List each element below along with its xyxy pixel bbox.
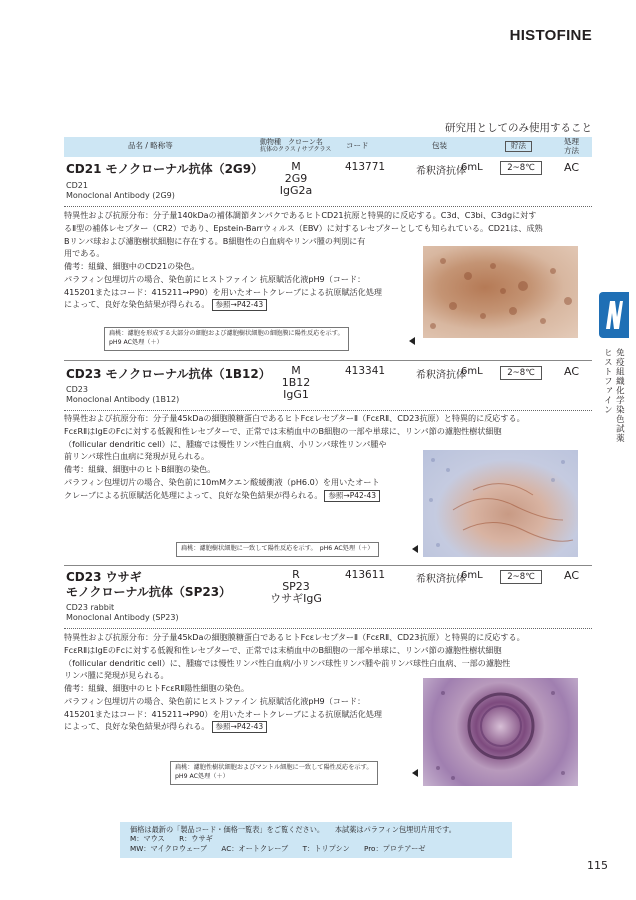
footer-line: 価格は最新の「製品コード・価格一覧表」をご覧ください。 本試薬はパラフィン包埋切片用です。	[130, 825, 456, 834]
product-cd21	[64, 160, 592, 210]
product-code: 413341	[345, 365, 386, 377]
caption-cd23-1b12	[176, 542, 379, 557]
product-sub1: CD23 rabbit	[66, 603, 115, 612]
caption-line: pH9 AC処理（＋）	[175, 772, 229, 780]
micrograph-texture	[423, 246, 578, 338]
package-type: 希釈済抗体	[416, 370, 466, 381]
product-code: 413771	[345, 161, 386, 173]
desc-line: 特異性および抗原分布：分子量45kDaの細胞膜糖蛋白であるヒトFcεレセプターⅡ（FcεRⅡ、CD23抗原）と特異的に反応する。	[64, 632, 525, 642]
antibody-class: IgG2a	[279, 184, 313, 197]
page-number: 115	[587, 859, 608, 872]
desc-line: リンパ腫に発現が見られる。	[64, 670, 169, 681]
storage-temp: 2~8℃	[500, 366, 542, 380]
package-volume: 6mL	[461, 162, 483, 173]
package-type: 希釈済抗体	[416, 166, 466, 177]
package-volume: 6mL	[461, 570, 483, 581]
desc-line: FcεRⅡはIgEのFcに対する低親和性レセプターで、正常では末梢血中のB細胞の一部や単球に、リンパ節の濾胞性樹状細胞	[64, 425, 502, 436]
desc-line: （follicular dendritic cell）に、腫瘍では慢性リンパ性白血病、小リンパ球性リンパ腫や	[64, 438, 387, 449]
caption-line: pH9 AC処理（＋）	[109, 338, 163, 346]
divider	[64, 206, 592, 207]
reference-link[interactable]: 参照→P42-43	[212, 721, 268, 733]
host-species: M	[291, 160, 301, 173]
header-method-line2: 方法	[564, 146, 579, 155]
desc-line: パラフィン包埋切片の場合、染色前にヒストファイン 抗原賦活化液pH9（コード：	[64, 695, 366, 706]
header-method-line1: 処理	[564, 137, 579, 146]
desc-line: パラフィン包埋切片の場合、染色前に10mMクエン酸緩衝液（pH6.0）を用いたオート	[64, 476, 380, 487]
package-volume: 6mL	[461, 366, 483, 377]
desc-line: 備考：組織、細胞中のヒトB細胞の染色。	[64, 464, 216, 475]
micrograph-cd23-1b12	[423, 450, 578, 557]
product-cd23-sp23	[64, 569, 592, 631]
product-title: CD23 ウサギ	[66, 570, 142, 584]
header-host-line1: 動物種 クローン名	[260, 138, 323, 146]
micrograph-cd21	[423, 246, 578, 338]
brand-title: HISTOFINE	[509, 27, 592, 44]
caption-line: 扁桃：濾胞樹状細胞に一致して陽性反応を示す。 pH6 AC処理（＋）	[181, 545, 374, 552]
header-package: 包装	[432, 141, 447, 150]
section-divider	[64, 360, 592, 361]
table-header	[64, 137, 592, 157]
section-divider	[64, 565, 592, 566]
desc-line: パラフィン包埋切片の場合、染色前にヒストファイン 抗原賦活化液pH9（コード：	[64, 273, 366, 284]
desc-line: クレーブによる抗原賦活化処理によって、良好な染色結果が得られる。	[64, 489, 323, 500]
desc-line: （follicular dendritic cell）に、腫瘍では慢性リンパ性白血病/小リンパ球性リンパ腫や前リンパ球性白血病、一部の濾胞性	[64, 657, 511, 668]
reference-link[interactable]: 参照→P42-43	[212, 299, 268, 311]
product-title: CD23 モノクローナル抗体（1B12）	[66, 367, 271, 381]
clone-name: 2G9	[284, 172, 308, 185]
antibody-class: IgG1	[283, 388, 309, 401]
micrograph-texture	[423, 678, 578, 786]
antibody-class: ウサギIgG	[270, 592, 322, 605]
caption-cd21	[104, 327, 349, 351]
clone-name: 1B12	[281, 376, 311, 389]
desc-line: Bリンパ球および濾胞樹状細胞に存在する。B細胞性の白血病やリンパ腫の判別に有	[64, 235, 366, 246]
storage-temp: 2~8℃	[500, 161, 542, 175]
side-label-2: ヒストファイン	[602, 348, 613, 415]
caption-arrow-icon	[412, 769, 418, 777]
header-name: 品名 / 略称等	[128, 141, 173, 150]
footer-line: M：マウス R：ウサギ	[130, 834, 213, 844]
desc-line: るⅡ型の補体レセプター（CR2）であり、Epstein-Barrウィルス（EBV）に対するレセプターとしても知られている。CD21は、成熟	[64, 222, 543, 233]
package-type: 希釈済抗体	[416, 574, 466, 585]
footer-notes	[120, 822, 512, 858]
method: AC	[564, 365, 580, 378]
footer-line: MW：マイクロウェーブ AC：オートクレーブ T：トリプシン Pro：プロテアーゼ	[130, 843, 426, 853]
divider	[64, 628, 592, 629]
desc-line: 特異性および抗原分布：分子量45kDaの細胞膜糖蛋白であるヒトFcεレセプターⅡ（FcεRⅡ、CD23抗原）と特異的に反応する。	[64, 413, 525, 423]
desc-line: によって、良好な染色結果が得られる。	[64, 721, 210, 732]
host-species: M	[291, 364, 301, 377]
method: AC	[564, 161, 580, 174]
product-sub2: Monoclonal Antibody (SP23)	[66, 613, 179, 622]
desc-line: 前リンパ球性白血病に発現が見られる。	[64, 451, 210, 462]
product-title: CD21 モノクローナル抗体（2G9）	[66, 162, 264, 176]
product-title-line2: モノクローナル抗体（SP23）	[66, 585, 232, 599]
desc-line: によって、良好な染色結果が得られる。	[64, 299, 210, 310]
caption-line: 扁桃：濾胞性樹状細胞およびマントル細胞に一致して陽性反応を示す。	[175, 764, 373, 771]
product-sub1: CD23	[66, 385, 88, 394]
side-label-1: 免疫組織化学染色試薬	[614, 348, 625, 443]
header-host-line2: 抗体のクラス / サブクラス	[260, 146, 332, 153]
clone-name: SP23	[282, 580, 310, 593]
product-code: 413611	[345, 569, 386, 581]
brand-logo-icon	[604, 299, 624, 331]
brand-tab	[599, 292, 629, 338]
host-species: R	[292, 568, 300, 581]
desc-line: 備考：組織、細胞中のヒトFcεRⅡ陽性細胞の染色。	[64, 683, 249, 694]
header-code: コード	[346, 141, 369, 150]
desc-line: 備考：組織、細胞中のCD21の染色。	[64, 261, 200, 272]
product-sub1: CD21	[66, 181, 88, 190]
micrograph-cd23-sp23	[423, 678, 578, 786]
caption-arrow-icon	[409, 337, 415, 345]
reference-link[interactable]: 参照→P42-43	[324, 490, 380, 502]
divider	[64, 410, 592, 411]
product-sub2: Monoclonal Antibody (2G9)	[66, 191, 175, 200]
caption-arrow-icon	[412, 545, 418, 553]
header-storage: 貯法	[505, 141, 532, 152]
desc-line: FcεRⅡはIgEのFcに対する低親和性レセプターで、正常では末梢血中のB細胞の一部や単球に、リンパ節の濾胞性樹状細胞	[64, 644, 502, 655]
desc-line: 用である。	[64, 248, 105, 259]
desc-line: 415201またはコード：415211→P90）を用いたオートクレーブによる抗原賦活化処理	[64, 286, 382, 297]
caption-line: 扁桃：濾胞を形成する大部分の細胞および濾胞樹状細胞の細胞膜に陽性反応を示す。	[109, 330, 344, 337]
research-only-notice: 研究用としてのみ使用すること	[445, 122, 592, 134]
product-sub2: Monoclonal Antibody (1B12)	[66, 395, 180, 404]
caption-cd23-sp23	[170, 761, 378, 785]
micrograph-texture	[423, 450, 578, 557]
product-cd23-1b12	[64, 364, 592, 414]
storage-temp: 2~8℃	[500, 570, 542, 584]
desc-line: 415201またはコード：415211→P90）を用いたオートクレーブによる抗原賦活化処理	[64, 708, 382, 719]
method: AC	[564, 569, 580, 582]
desc-line: 特異性および抗原分布：分子量140kDaの補体調節タンパクであるヒトCD21抗原と特異的に反応する。C3d、C3bi、C3dgに対す	[64, 210, 537, 220]
